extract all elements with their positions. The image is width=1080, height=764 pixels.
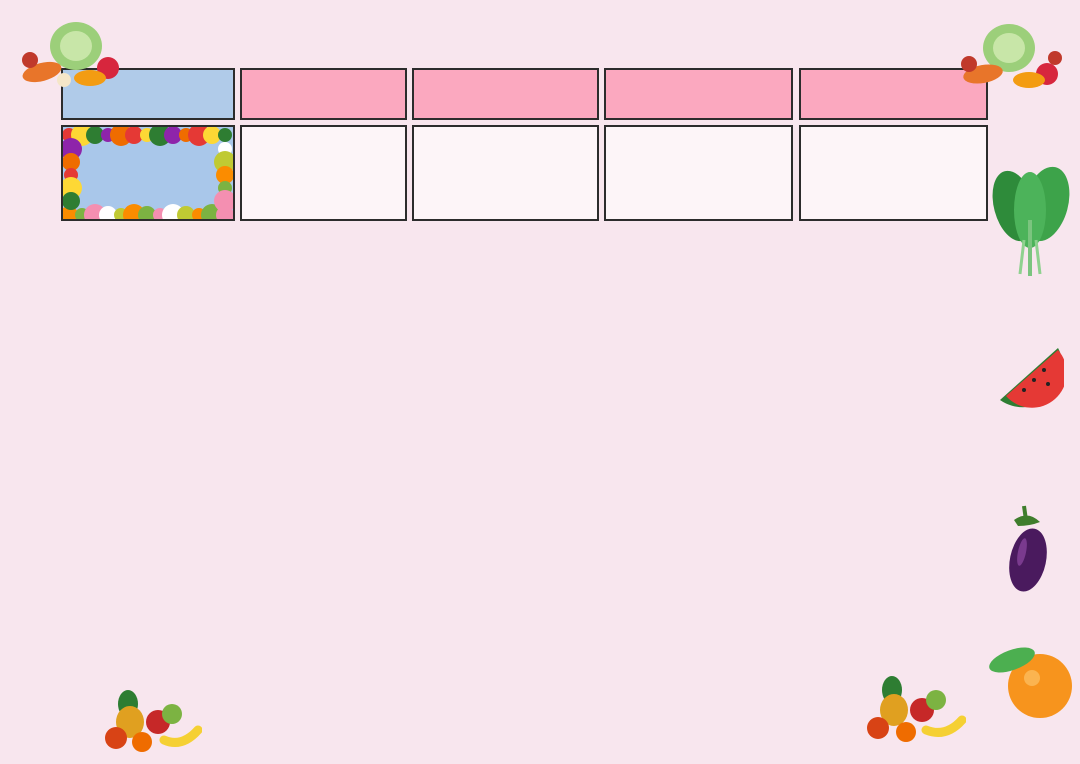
day-name <box>63 127 233 219</box>
header-col-pranz <box>412 68 599 120</box>
menu-cell <box>412 125 599 221</box>
orange-icon <box>986 642 1076 722</box>
spinach-icon <box>990 160 1072 278</box>
eggplant-icon <box>1004 502 1052 594</box>
vegetable-basket-icon <box>955 18 1073 94</box>
vegetable-basket-icon <box>12 16 130 92</box>
menu-cell <box>799 125 988 221</box>
menu-cell <box>604 125 793 221</box>
fruit-basket-icon <box>98 686 202 756</box>
header-col-side <box>604 68 793 120</box>
menu-cell <box>240 125 407 221</box>
header-col-soup <box>240 68 407 120</box>
fruit-basket-icon <box>856 674 966 748</box>
watermelon-icon <box>994 340 1064 412</box>
day-label-luni <box>61 125 235 221</box>
